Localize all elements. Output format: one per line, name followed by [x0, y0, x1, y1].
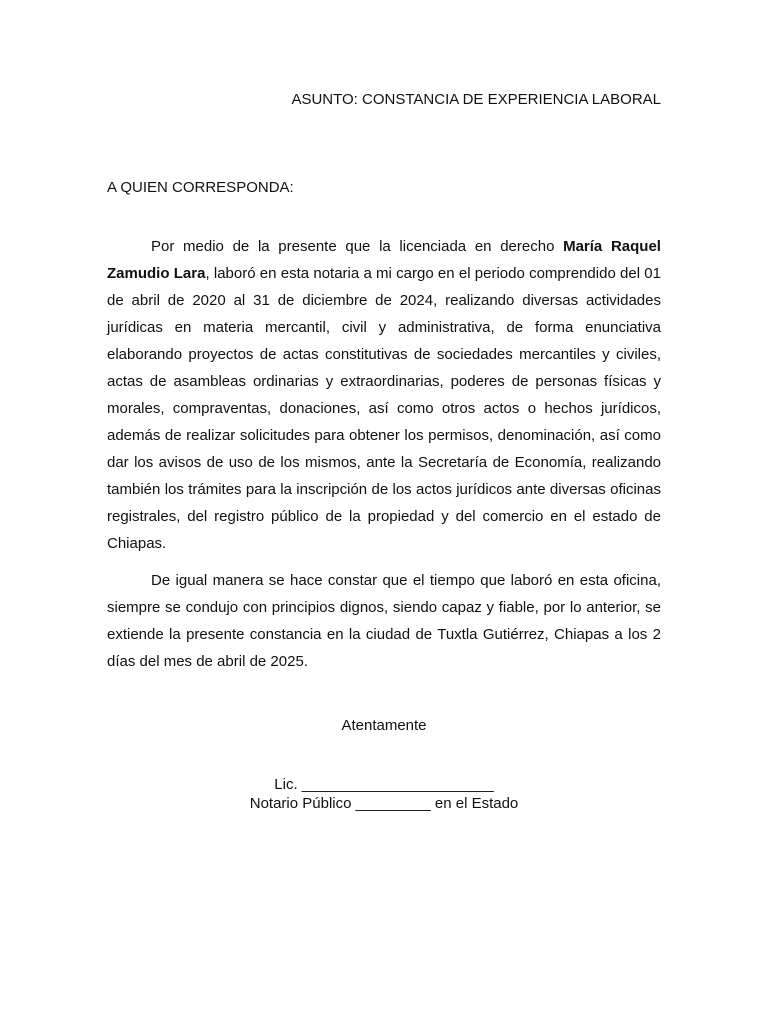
- paragraph-1-rest: , laboró en esta notaria a mi cargo en el periodo comprendido del 01 de abril de 2020 al 31 de diciembre de 2024, realizando diversas actividades jurídicas en materia mercantil, civil y administrativa, de forma enunciativa elaborando proyectos de actas constitutivas de sociedades mercantiles y civiles, actas de asambleas ordinarias y extraordinarias, poderes de personas físicas y morales, compraventas, donaciones, así como otros actos o hechos jurídicos, además de realizar solicitudes para obtener los permisos, denominación, así como dar los avisos de uso de los mismos, ante la Secretaría de Economía, realizando también los trámites para la inscripción de los actos jurídicos ante diversas oficinas registrales, del registro público de la propiedad y del comercio en el estado de Chiapas.: [107, 265, 661, 552]
- signature-block: [0, 775, 768, 813]
- signature-line-notary: Notario Público _________ en el Estado: [249, 795, 519, 812]
- employee-name: María Raquel Zamudio Lara: [107, 238, 661, 282]
- letter-salutation: A QUIEN CORRESPONDA:: [107, 179, 294, 196]
- letter-closing: Atentamente: [341, 717, 427, 734]
- letter-body: [107, 233, 661, 675]
- letter-subject: ASUNTO: CONSTANCIA DE EXPERIENCIA LABORAL: [291, 91, 661, 108]
- body-paragraph-2: De igual manera se hace constar que el tiempo que laboró en esta oficina, siempre se condujo con principios dignos, siendo capaz y fiable, por lo anterior, se extiende la presente constancia en la ciudad de Tuxtla Gutiérrez, Chiapas a los 2 días del mes de abril de 2025.: [107, 572, 661, 670]
- signature-line-lic: Lic. _______________________: [274, 776, 494, 793]
- body-paragraph-1: [107, 233, 661, 557]
- paragraph-1-intro: Por medio de la presente que la licenciada en derecho: [151, 238, 564, 255]
